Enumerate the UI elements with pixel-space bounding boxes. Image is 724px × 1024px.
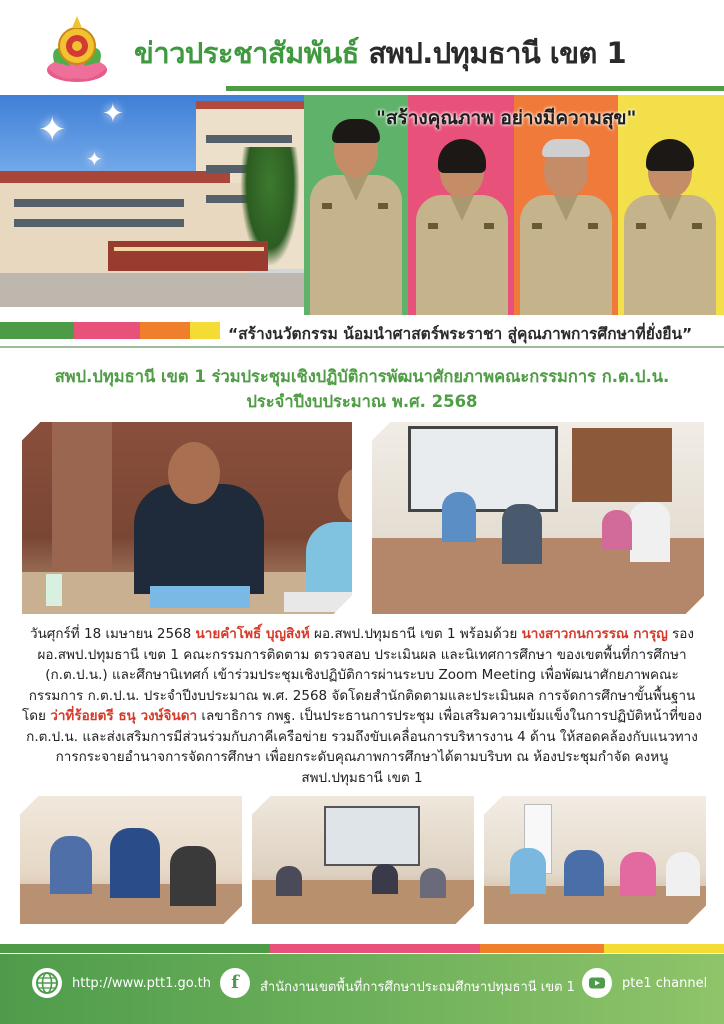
executive-portrait bbox=[412, 143, 512, 315]
sparkle-icon: ✦ bbox=[38, 110, 67, 150]
obec-seal-icon bbox=[40, 12, 114, 86]
footer bbox=[0, 954, 724, 1024]
globe-icon bbox=[32, 968, 62, 998]
motto-divider bbox=[0, 346, 724, 348]
banner-slogan: "สร้างคุณภาพ อย่างมีความสุข" bbox=[376, 107, 637, 129]
youtube-icon[interactable] bbox=[582, 968, 612, 998]
header bbox=[0, 0, 724, 92]
motto-text: “สร้างนวัตกรรม น้อมนำศาสตร์พระราชา สู่คุณภาพการศึกษาที่ยั่งยืน” bbox=[228, 325, 693, 343]
page-title bbox=[134, 30, 626, 76]
title-green: ข่าวประชาสัมพันธ์ bbox=[134, 36, 359, 70]
color-stripe bbox=[0, 322, 74, 339]
meeting-photo-executives bbox=[22, 422, 352, 614]
header-divider bbox=[226, 86, 724, 91]
sparkle-icon: ✦ bbox=[86, 147, 103, 171]
color-stripe bbox=[480, 944, 604, 953]
color-stripe bbox=[190, 322, 220, 339]
deputy-name: นางสาวกนกวรรณ การุญ bbox=[521, 626, 668, 642]
headline-line1: สพป.ปทุมธานี เขต 1 ร่วมประชุมเชิงปฏิบัติการพัฒนาศักยภาพคณะกรรมการ ก.ต.ป.น. bbox=[54, 367, 670, 386]
meeting-photo-room bbox=[372, 422, 704, 614]
meeting-photo-participants bbox=[484, 796, 706, 924]
meeting-photo-committee bbox=[20, 796, 242, 924]
website-link[interactable]: http://www.ptt1.go.th bbox=[72, 976, 211, 991]
article-text: ผอ.สพป.ปทุมธานี เขต 1 พร้อมด้วย bbox=[309, 626, 522, 642]
color-stripe bbox=[140, 322, 190, 339]
title-dark: สพป.ปทุมธานี เขต 1 bbox=[368, 36, 627, 70]
facebook-page-link[interactable]: สำนักงานเขตพื้นที่การศึกษาประถมศึกษาปทุมธานี เขต 1 bbox=[260, 980, 575, 995]
color-stripe bbox=[270, 944, 480, 953]
color-stripe bbox=[0, 944, 270, 953]
executive-portrait bbox=[516, 143, 616, 315]
director-name: นายคำโพธิ์ บุญสิงห์ bbox=[195, 626, 310, 642]
article-text: เลขาธิการ กพฐ. เป็นประธานการประชุม เพื่อเสริมความเข้มแข็งในการปฏิบัติหน้าที่ของ ก.ต.ป.น. และส่งเสริมการมีส่วนร่วมกับภาคีเครือข่าย รวมถึงขับเคลื่อนการบริหารงาน 4 ด้าน ให้สอดคล้องกับแนวทางการกระจายอำนาจการจัดการศึกษา เพื่อยกระดับคุณภาพการศึกษาได้ตามบริบท ณ ห้องประชุมกำจัด คงหนู สพป.ปทุมธานี เขต 1 bbox=[26, 708, 702, 786]
article-body bbox=[18, 624, 706, 788]
office-building-photo bbox=[0, 95, 304, 307]
executives-panel bbox=[304, 95, 724, 315]
headline-line2: ประจำปีงบประมาณ พ.ศ. 2568 bbox=[246, 392, 478, 411]
facebook-icon[interactable]: f bbox=[220, 968, 250, 998]
color-stripe bbox=[604, 944, 724, 953]
article-text: รองผอ.สพป.ปทุมธานี เขต 1 คณะกรรมการติดตาม ตรวจสอบ ประเมินผล และนิเทศการศึกษา ของเขตพื้นที่การศึกษา (ก.ต.ป.น.) และศึกษานิเทศก์ เข้าร่วมประชุมเชิงปฏิบัติการผ่านระบบ Zoom Meeting เพื่อพัฒนาศักยภาพคณะกรรมการ ก.ต.ป.น. ประจำปีงบประมาณ พ.ศ. 2568 จัดโดยสำนักติดตามและประเมินผล การจัดการศึกษาขั้นพื้นฐาน โดย bbox=[22, 626, 696, 724]
meeting-photo-screen bbox=[252, 796, 474, 924]
executive-portrait bbox=[620, 143, 720, 315]
color-stripe bbox=[74, 322, 140, 339]
banner bbox=[0, 95, 724, 315]
sparkle-icon: ✦ bbox=[102, 99, 124, 129]
chairman-name: ว่าที่ร้อยตรี ธนุ วงษ์จินดา bbox=[50, 708, 198, 724]
executive-portrait bbox=[306, 123, 406, 313]
article-text: วันศุกร์ที่ 18 เมษายน 2568 bbox=[29, 626, 196, 642]
youtube-channel-link[interactable]: pte1 channel bbox=[622, 976, 708, 991]
